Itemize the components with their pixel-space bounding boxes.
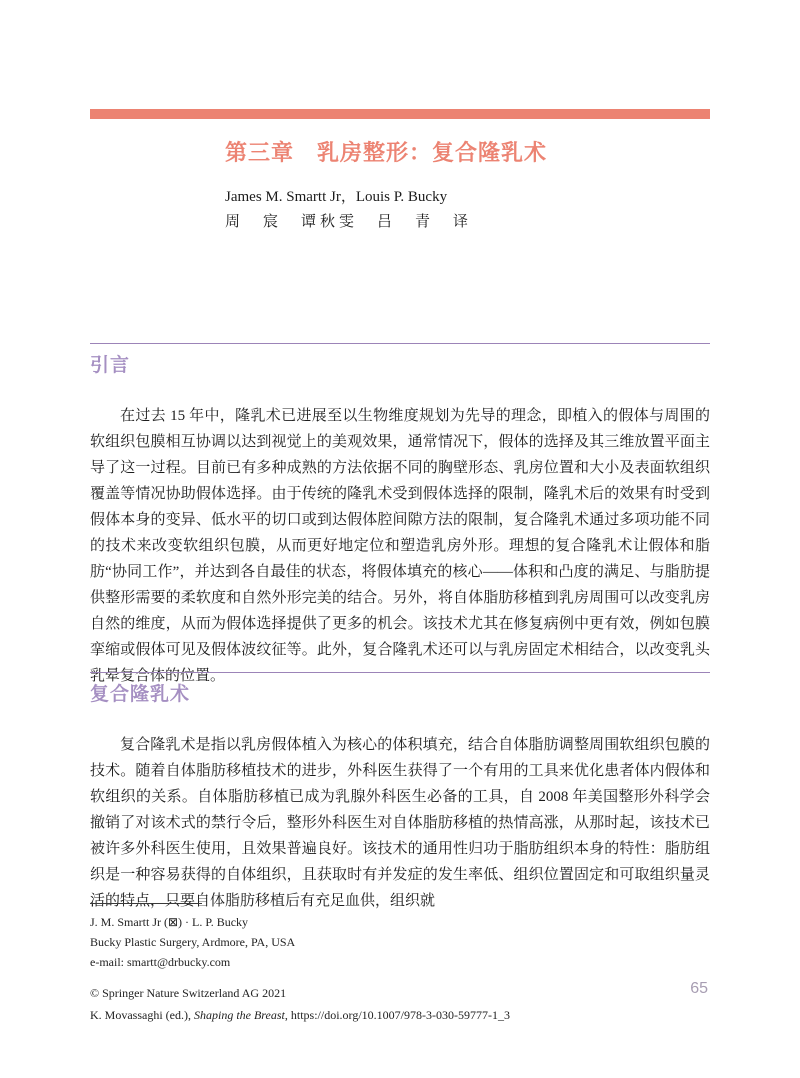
section-composite-augmentation — [90, 672, 710, 914]
book-title: Shaping the Breast — [193, 1008, 285, 1022]
chapter-title: 第三章 乳房整形：复合隆乳术 — [225, 140, 548, 165]
imprint-block — [90, 982, 630, 1026]
section-heading-composite-augmentation: 复合隆乳术 — [90, 672, 710, 708]
chapter-authors: James M. Smartt Jr，Louis P. Bucky — [225, 189, 448, 205]
section-paragraph: 在过去 15 年中，隆乳术已进展至以生物维度规划为先导的理念，即植入的假体与周围的软组织包膜相互协调以达到视觉上的美观效果，通常情况下，假体的选择及其三维放置平面主导了这一过程。目前已有多种成熟的方法依据不同的胸壁形态、乳房位置和大小及表面软组织覆盖等情况协助假体选择。由于传统的隆乳术受到假体选择的限制，隆乳术后的效果有时受到假体本身的变异、低水平的切口或到达假体腔间隙方法的限制，复合隆乳术通过多项功能不同的技术来改变软组织包膜，从而更好地定位和塑造乳房外形。理想的复合隆乳术让假体和脂肪“协同工作”，并达到各自最佳的状态，将假体填充的核心——体积和凸度的满足、与脂肪提供整形需要的柔软度和自然外形完美的结合。另外，将自体脂肪移植到乳房周围可以改变乳房自然的维度，从而为假体选择提供了更多的机会。该技术尤其在修复病例中更有效，例如包膜挛缩或假体可见及假体波纹征等。此外，复合隆乳术还可以与乳房固定术相结合，以改变乳头乳晕复合体的位置。 — [90, 408, 710, 684]
footnote-affiliation: Bucky Plastic Surgery, Ardmore, PA, USA — [90, 935, 296, 949]
section-heading-introduction: 引言 — [90, 343, 710, 379]
section-paragraph: 复合隆乳术是指以乳房假体植入为核心的体积填充，结合自体脂肪调整周围软组织包膜的技术。随着自体脂肪移植技术的进步，外科医生获得了一个有用的工具来优化患者体内假体和软组织的关系。自体脂肪移植已成为乳腺外科医生必备的工具，自 2008 年美国整形外科学会撤销了对该术式的禁行令后，整形外科医生对自体脂肪移植的热情高涨，从那时起，该技术已被许多外科医生使用，且效果普遍良好。该技术的通用性归功于脂肪组织本身的特性：脂肪组织是一种容易获得的自体组织，且获取时有并发症的发生率低、组织位置固定和可取组织量灵活的特点，只要自体脂肪移植后有充足血供，组织就 — [90, 737, 710, 909]
citation-editor: K. Movassaghi (ed.), — [90, 1008, 194, 1022]
footnote-divider — [90, 903, 202, 904]
author-footnote — [90, 903, 710, 972]
footnote-authors-line: J. M. Smartt Jr (⊠) · L. P. Bucky — [90, 915, 249, 929]
footnote-email: e-mail: smartt@drbucky.com — [90, 955, 231, 969]
section-introduction — [90, 343, 710, 689]
chapter-accent-bar — [90, 109, 710, 119]
chapter-translators: 周 宸 谭秋雯 吕 青 译 — [225, 214, 473, 230]
copyright-line: © Springer Nature Switzerland AG 2021 — [90, 986, 287, 1000]
citation-doi: , https://doi.org/10.1007/978-3-030-59777-1_3 — [284, 1008, 510, 1022]
citation-line — [90, 1004, 630, 1026]
page-number: 65 — [690, 980, 708, 997]
